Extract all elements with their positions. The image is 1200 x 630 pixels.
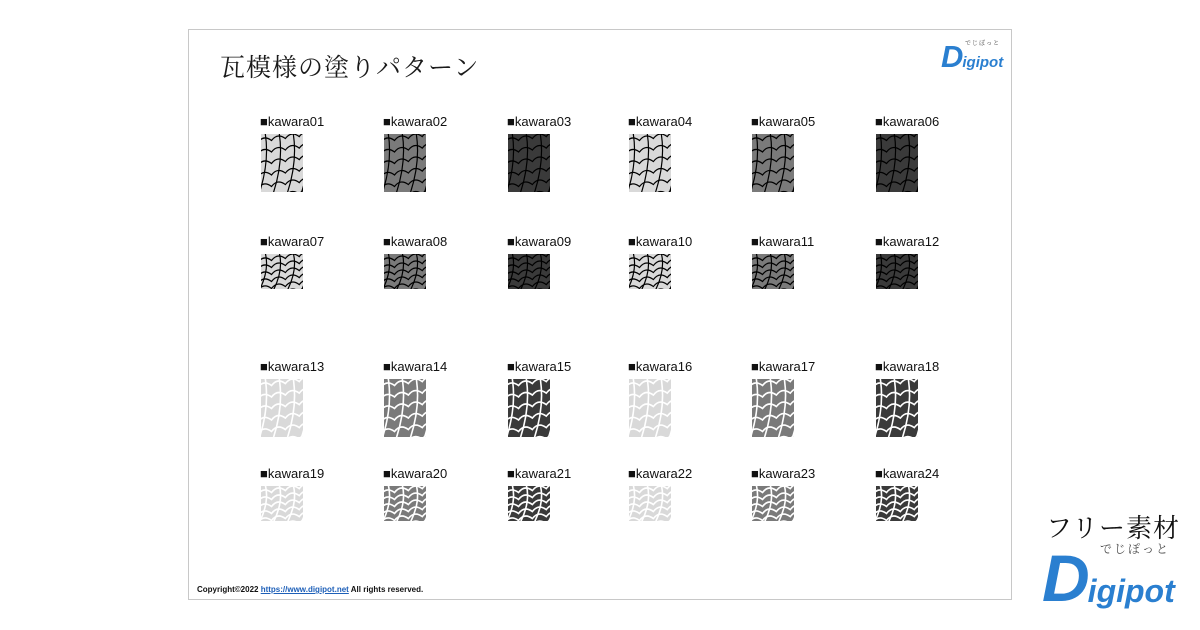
pattern-label: ■kawara03 <box>507 114 572 129</box>
pattern-item <box>875 234 985 289</box>
pattern-swatch <box>508 486 550 521</box>
pattern-swatch <box>508 254 550 289</box>
pattern-item <box>507 359 617 437</box>
pattern-item <box>875 359 985 437</box>
pattern-item <box>383 114 493 192</box>
free-material-label: フリー素材 <box>1046 514 1180 544</box>
pattern-swatch <box>876 379 918 437</box>
pattern-label: ■kawara07 <box>260 234 325 249</box>
logo-kana: でじぽっと <box>965 40 1001 47</box>
pattern-swatch <box>629 254 671 289</box>
logo-kana: でじぽっと <box>1100 542 1171 556</box>
page-title: 瓦模様の塗りパターン <box>220 53 480 82</box>
pattern-label: ■kawara15 <box>507 359 572 374</box>
pattern-item <box>507 114 617 192</box>
pattern-swatch <box>261 486 303 521</box>
pattern-swatch <box>752 486 794 521</box>
copyright-link[interactable]: https://www.digipot.net <box>260 585 349 594</box>
pattern-swatch <box>629 486 671 521</box>
logo-text: igipot <box>1087 573 1175 609</box>
pattern-swatch <box>261 379 303 437</box>
pattern-swatch <box>384 134 426 192</box>
pattern-swatch <box>876 486 918 521</box>
pattern-item <box>875 114 985 192</box>
pattern-item <box>260 234 370 289</box>
logo-initial: D <box>941 39 964 74</box>
digipot-logo-large <box>1042 540 1192 615</box>
pattern-label: ■kawara16 <box>628 359 693 374</box>
pattern-swatch <box>752 379 794 437</box>
pattern-label: ■kawara21 <box>507 466 572 481</box>
pattern-label: ■kawara14 <box>383 359 448 374</box>
pattern-swatch <box>508 379 550 437</box>
pattern-label: ■kawara19 <box>260 466 325 481</box>
pattern-swatch <box>629 379 671 437</box>
pattern-label: ■kawara09 <box>507 234 572 249</box>
pattern-item <box>260 466 370 521</box>
pattern-item <box>383 234 493 289</box>
pattern-label: ■kawara04 <box>628 114 693 129</box>
pattern-label: ■kawara10 <box>628 234 693 249</box>
pattern-swatch <box>876 254 918 289</box>
pattern-label: ■kawara22 <box>628 466 693 481</box>
digipot-logo <box>941 36 1011 72</box>
logo-text: igipot <box>962 54 1004 71</box>
pattern-item <box>751 114 861 192</box>
pattern-label: ■kawara13 <box>260 359 325 374</box>
copyright <box>197 585 423 594</box>
pattern-item <box>507 234 617 289</box>
pattern-item <box>383 466 493 521</box>
pattern-swatch <box>752 134 794 192</box>
pattern-swatch <box>629 134 671 192</box>
pattern-item <box>751 359 861 437</box>
pattern-item <box>383 359 493 437</box>
pattern-item <box>751 466 861 521</box>
pattern-item <box>628 359 738 437</box>
pattern-label: ■kawara02 <box>383 114 448 129</box>
pattern-label: ■kawara11 <box>751 234 815 249</box>
pattern-swatch <box>876 134 918 192</box>
pattern-swatch <box>384 254 426 289</box>
pattern-item <box>260 114 370 192</box>
pattern-label: ■kawara01 <box>260 114 325 129</box>
copyright-suffix: All rights reserved. <box>348 585 424 594</box>
pattern-item <box>507 466 617 521</box>
pattern-item <box>751 234 861 289</box>
pattern-swatch <box>261 134 303 192</box>
pattern-label: ■kawara17 <box>751 359 816 374</box>
pattern-label: ■kawara18 <box>875 359 940 374</box>
pattern-label: ■kawara05 <box>751 114 816 129</box>
pattern-swatch <box>384 379 426 437</box>
pattern-swatch <box>384 486 426 521</box>
copyright-prefix: Copyright©2022 <box>197 585 261 594</box>
pattern-label: ■kawara06 <box>875 114 940 129</box>
logo-initial: D <box>1042 541 1090 615</box>
pattern-label: ■kawara23 <box>751 466 816 481</box>
pattern-swatch <box>752 254 794 289</box>
slide <box>188 29 1012 600</box>
pattern-item <box>875 466 985 521</box>
pattern-swatch <box>508 134 550 192</box>
pattern-swatch <box>261 254 303 289</box>
pattern-label: ■kawara08 <box>383 234 448 249</box>
pattern-item <box>628 234 738 289</box>
pattern-label: ■kawara24 <box>875 466 940 481</box>
pattern-item <box>628 114 738 192</box>
pattern-item <box>260 359 370 437</box>
pattern-item <box>628 466 738 521</box>
pattern-label: ■kawara12 <box>875 234 940 249</box>
pattern-label: ■kawara20 <box>383 466 448 481</box>
